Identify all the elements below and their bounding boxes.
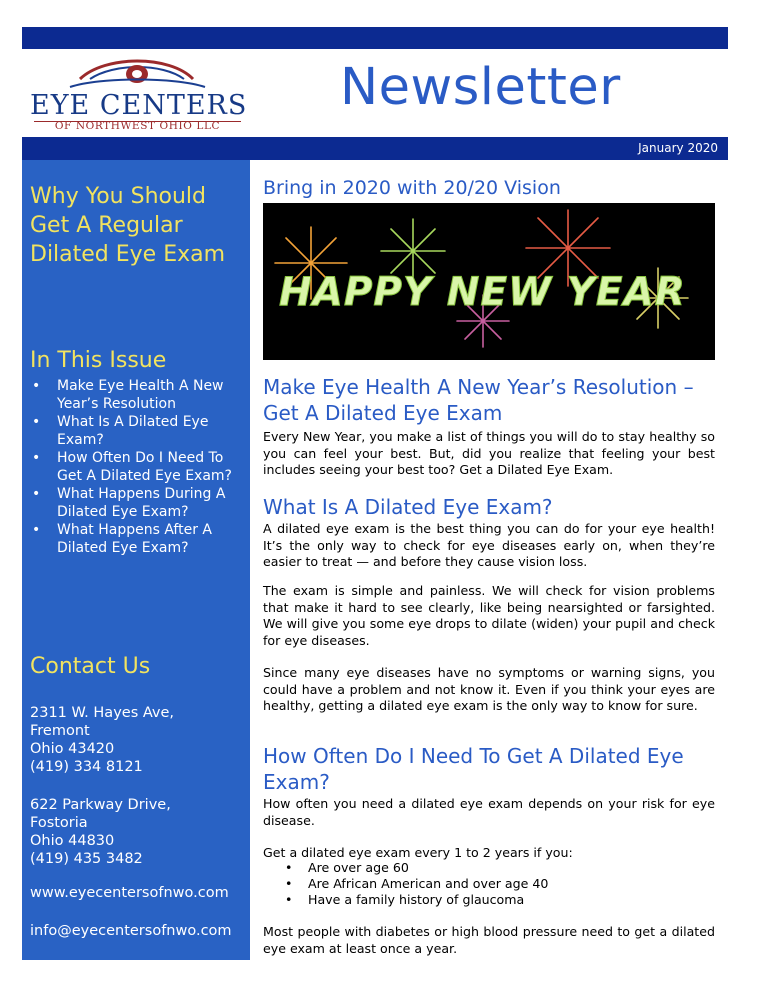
- issue-date: January 2020: [638, 141, 718, 155]
- section-paragraph: Every New Year, you make a list of things you will do to stay healthy so you can feel your best. But, did you realize that feeling your best includes seeing your best too? Get a Dilated Eye Exam.: [263, 429, 715, 477]
- risk-item: • Have a family history of glaucoma: [285, 892, 548, 908]
- issue-item[interactable]: • How Often Do I Need To Get A Dilated Eye Exam?: [30, 449, 245, 485]
- sidebar: [22, 160, 250, 960]
- eye-centers-logo: [30, 52, 248, 138]
- happy-new-year-text: HAPPY NEW YEAR: [279, 270, 686, 315]
- section-paragraph: Most people with diabetes or high blood pressure need to get a dilated eye exam at least once a year.: [263, 924, 715, 956]
- issue-item[interactable]: • What Happens During A Dilated Eye Exam?: [30, 485, 245, 521]
- issue-item[interactable]: • What Happens After A Dilated Eye Exam?: [30, 521, 245, 557]
- risk-list: [285, 860, 548, 908]
- date-bar: [22, 137, 728, 160]
- section-heading: How Often Do I Need To Get A Dilated Eye Exam?: [263, 744, 684, 794]
- logo-name: EYE CENTERS: [30, 90, 248, 121]
- feature-heading: Why You Should Get A Regular Dilated Eye Exam: [30, 184, 226, 267]
- risk-item: • Are over age 60: [285, 860, 548, 876]
- header-top-bar: [22, 27, 728, 49]
- logo-subtitle: OF NORTHWEST OHIO LLC: [54, 120, 221, 132]
- eye-logo-icon: [30, 52, 245, 92]
- email-link[interactable]: info@eyecentersofnwo.com: [30, 923, 232, 939]
- section-paragraph: The exam is simple and painless. We will check for vision problems that make it hard to see clearly, like being nearsighted or farsighted. We will give you some eye drops to dilate (widen) your pupil and check for eye diseases.: [263, 583, 715, 648]
- issue-list: [30, 377, 245, 557]
- fostoria-address: 622 Parkway Drive, Fostoria Ohio 44830 (419) 435 3482: [30, 797, 171, 867]
- section-heading: Make Eye Health A New Year’s Resolution – Get A Dilated Eye Exam: [263, 375, 694, 425]
- section-heading: What Is A Dilated Eye Exam?: [263, 495, 553, 519]
- happy-new-year-image: [263, 203, 715, 360]
- fireworks-image-icon: [263, 203, 715, 360]
- contact-heading: Contact Us: [30, 654, 151, 679]
- section-paragraph: Get a dilated eye exam every 1 to 2 years if you:: [263, 845, 573, 860]
- website-link[interactable]: www.eyecentersofnwo.com: [30, 885, 229, 901]
- risk-item: • Are African American and over age 40: [285, 876, 548, 892]
- fremont-address: 2311 W. Hayes Ave, Fremont Ohio 43420 (419) 334 8121: [30, 705, 175, 775]
- issue-item[interactable]: • Make Eye Health A New Year’s Resolution: [30, 377, 245, 413]
- section-paragraph: How often you need a dilated eye exam depends on your risk for eye disease.: [263, 796, 715, 828]
- newsletter-title: Newsletter: [340, 58, 621, 117]
- section-paragraph: A dilated eye exam is the best thing you can do for your eye health! It’s the only way to check for eye diseases early on, when they’re easier to treat — and before they cause vision loss.: [263, 521, 715, 569]
- hero-heading: Bring in 2020 with 20/20 Vision: [263, 177, 561, 199]
- section-paragraph: Since many eye diseases have no symptoms or warning signs, you could have a problem and not know it. Even if you think your eyes are healthy, getting a dilated eye exam is the only way to know for sure.: [263, 665, 715, 713]
- issue-item[interactable]: • What Is A Dilated Eye Exam?: [30, 413, 245, 449]
- in-this-issue-heading: In This Issue: [30, 348, 167, 373]
